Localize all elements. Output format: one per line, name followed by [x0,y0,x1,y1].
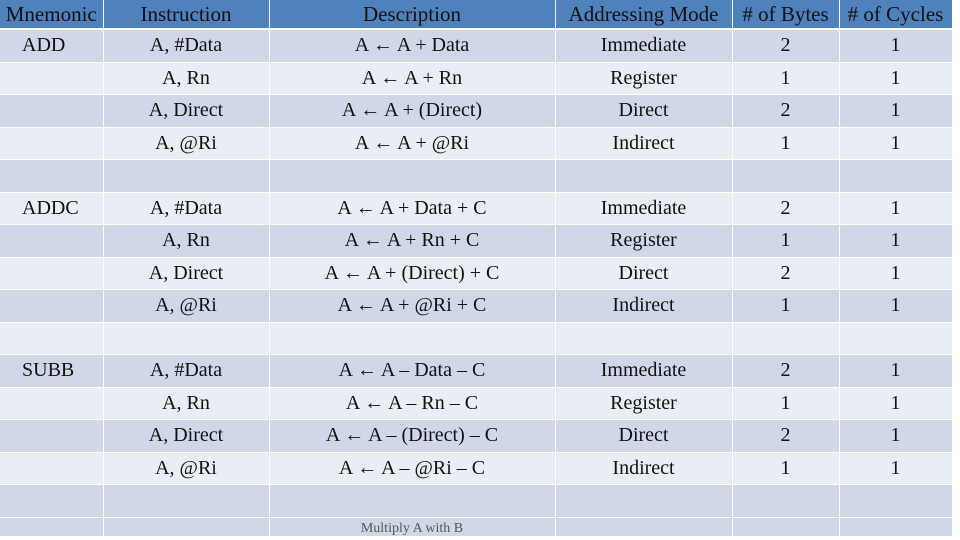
cell-addressing-mode [555,322,732,355]
table-row [0,29,952,62]
cell-cycles: 1 [839,95,952,128]
cell-cycles [839,517,952,536]
table-row [0,127,952,160]
cell-addressing-mode: Direct [555,95,732,128]
cell-cycles: 1 [839,355,952,388]
cell-cycles [839,160,952,193]
cell-addressing-mode [555,485,732,518]
cell-addressing-mode [555,160,732,193]
cell-instruction [103,322,269,355]
cell-instruction: A, #Data [103,192,269,225]
cell-mnemonic [0,322,103,355]
cell-description: A ← A – @Ri – C [269,452,555,485]
table-row [0,322,952,355]
cell-addressing-mode: Immediate [555,355,732,388]
cell-cycles: 1 [839,62,952,95]
cell-bytes [732,160,839,193]
cell-instruction: A, @Ri [103,452,269,485]
cell-mnemonic [0,387,103,420]
cell-description: A ← A – Rn – C [269,387,555,420]
cell-bytes: 2 [732,257,839,290]
cell-description [269,485,555,518]
cell-description: A ← A + Rn + C [269,225,555,258]
cell-instruction: A, Rn [103,62,269,95]
cell-addressing-mode: Register [555,387,732,420]
cell-bytes: 2 [732,355,839,388]
cell-bytes: 2 [732,95,839,128]
cell-description: A ← A + @Ri [269,127,555,160]
cell-cycles: 1 [839,387,952,420]
cell-instruction: A, Direct [103,95,269,128]
cell-addressing-mode: Register [555,225,732,258]
cell-bytes: 1 [732,62,839,95]
cell-addressing-mode: Immediate [555,192,732,225]
cell-mnemonic: ADD [0,29,103,62]
cell-description: A ← A + Data + C [269,192,555,225]
cell-cycles: 1 [839,420,952,453]
table-row [0,62,952,95]
header-bytes: # of Bytes [732,0,839,29]
cell-mnemonic [0,452,103,485]
cell-cycles: 1 [839,29,952,62]
cell-mnemonic [0,127,103,160]
cell-bytes: 1 [732,452,839,485]
cell-mnemonic [0,257,103,290]
table-row [0,420,952,453]
cell-bytes [732,517,839,536]
header-cycles: # of Cycles [839,0,952,29]
table-row [0,192,952,225]
cell-mnemonic: SUBB [0,355,103,388]
cell-bytes [732,322,839,355]
cell-description [269,322,555,355]
table-row [0,452,952,485]
cell-bytes: 1 [732,387,839,420]
cell-addressing-mode: Register [555,62,732,95]
cell-instruction: A, #Data [103,29,269,62]
cell-bytes [732,485,839,518]
header-addressing-mode: Addressing Mode [555,0,732,29]
cell-instruction: A, Rn [103,225,269,258]
cell-bytes: 1 [732,225,839,258]
cell-addressing-mode: Direct [555,257,732,290]
cell-description: A ← A + Rn [269,62,555,95]
cell-mnemonic [0,420,103,453]
cell-bytes: 1 [732,290,839,323]
cell-instruction: A, Direct [103,420,269,453]
cell-instruction [103,485,269,518]
cell-cycles: 1 [839,127,952,160]
cell-cycles [839,322,952,355]
cell-description: A ← A + @Ri + C [269,290,555,323]
cell-mnemonic [0,62,103,95]
cell-addressing-mode: Indirect [555,290,732,323]
table-row [0,225,952,258]
cell-addressing-mode [555,517,732,536]
cell-instruction: A, @Ri [103,127,269,160]
table-row-partial [0,517,952,536]
table-row [0,485,952,518]
table-row [0,95,952,128]
cell-cycles: 1 [839,290,952,323]
cell-cycles: 1 [839,257,952,290]
partial-description: Multiply A with B [360,520,464,536]
cell-mnemonic [0,95,103,128]
cell-bytes: 2 [732,192,839,225]
cell-mnemonic [0,517,103,536]
cell-cycles: 1 [839,192,952,225]
table-row [0,387,952,420]
cell-addressing-mode: Direct [555,420,732,453]
cell-mnemonic [0,290,103,323]
header-mnemonic: Mnemonic [0,0,103,29]
cell-cycles: 1 [839,225,952,258]
cell-description [269,517,555,536]
cell-instruction: A, #Data [103,355,269,388]
table-row [0,160,952,193]
cell-bytes: 1 [732,127,839,160]
cell-addressing-mode: Indirect [555,127,732,160]
table-row [0,355,952,388]
table-row [0,290,952,323]
cell-mnemonic [0,485,103,518]
cell-addressing-mode: Indirect [555,452,732,485]
cell-cycles: 1 [839,452,952,485]
cell-mnemonic [0,225,103,258]
cell-bytes: 2 [732,420,839,453]
header-instruction: Instruction [103,0,269,29]
cell-instruction [103,160,269,193]
cell-description: A ← A + Data [269,29,555,62]
header-description: Description [269,0,555,29]
table-body [0,29,952,536]
cell-description: A ← A + (Direct) [269,95,555,128]
cell-cycles [839,485,952,518]
header-row [0,0,952,29]
cell-description: A ← A – (Direct) – C [269,420,555,453]
cell-description: A ← A + (Direct) + C [269,257,555,290]
cell-addressing-mode: Immediate [555,29,732,62]
cell-instruction: A, Direct [103,257,269,290]
cell-description [269,160,555,193]
cell-mnemonic [0,160,103,193]
cell-mnemonic: ADDC [0,192,103,225]
table-row [0,257,952,290]
cell-description: A ← A – Data – C [269,355,555,388]
cell-bytes: 2 [732,29,839,62]
cell-instruction: A, Rn [103,387,269,420]
cell-instruction [103,517,269,536]
cell-instruction: A, @Ri [103,290,269,323]
